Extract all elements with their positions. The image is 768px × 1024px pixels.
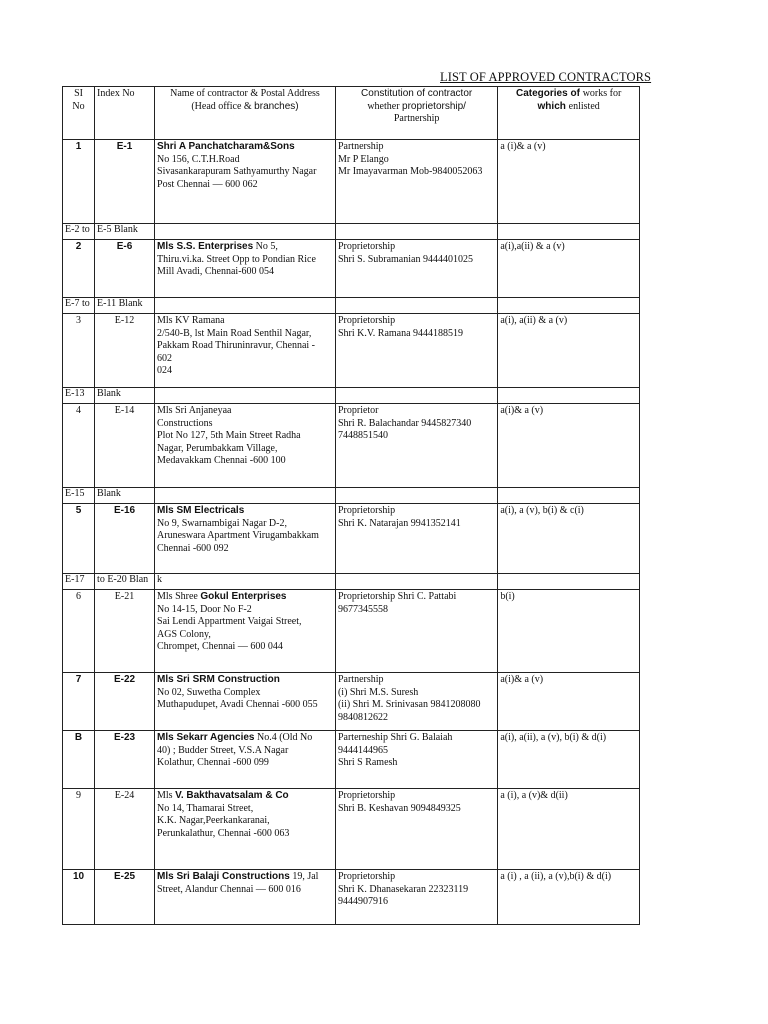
categories-text: a(i),a(ii) & a (v) <box>500 241 565 252</box>
index-no: E-21 <box>114 591 135 602</box>
address-line: Sai Lendi Appartment Vaigai Street, <box>157 616 302 627</box>
blank-row <box>63 388 640 404</box>
contractor-cell <box>155 314 336 388</box>
categories-cell <box>498 240 640 298</box>
contractor-name-line <box>157 674 333 687</box>
constitution-line: 9840812622 <box>337 711 388 723</box>
categories-cell <box>498 504 640 574</box>
address-line: AGS Colony, <box>157 628 211 640</box>
sl-no: 2 <box>75 241 82 252</box>
contractor-name: Mls Sekarr Agencies <box>157 732 255 743</box>
address-line: Chrompet, Chennai — 600 044 <box>157 641 283 652</box>
header-categories: Categories of works for which enlisted <box>498 87 640 140</box>
table-row <box>63 314 640 388</box>
constitution-cell <box>335 314 497 388</box>
sl-no-cell <box>63 504 95 574</box>
index-no: E-24 <box>114 790 135 801</box>
blank-cell <box>335 224 497 240</box>
categories-cell <box>498 590 640 673</box>
address-line: Nagar, Perumbakkam Village, <box>157 442 278 454</box>
categories-text: a (i), a (v)& d(ii) <box>500 790 568 801</box>
blank-cell <box>335 388 497 404</box>
constitution-cell <box>335 404 497 488</box>
constitution-cell <box>335 504 497 574</box>
address-line: K.K. Nagar,Peerkankaranai, <box>157 815 270 826</box>
categories-text: a(i), a(ii), a (v), b(i) & d(i) <box>500 732 607 743</box>
header-index-no: Index No <box>95 87 155 140</box>
constitution-line: 9444144965 <box>337 744 388 756</box>
constitution-line: Proprietorship <box>337 315 396 326</box>
page-title: LIST OF APPROVED CONTRACTORS <box>440 70 652 84</box>
constitution-cell <box>335 240 497 298</box>
contractor-cell <box>155 504 336 574</box>
constitution-line: Mr P Elango <box>337 153 389 165</box>
constitution-line: 9444907916 <box>337 896 388 907</box>
sl-no-cell <box>63 240 95 298</box>
blank-range-start: E-2 to <box>63 224 95 240</box>
index-no-cell <box>95 504 155 574</box>
contractor-name: Mls KV Ramana <box>157 315 225 326</box>
constitution-line: Shri R. Balachandar 9445827340 <box>337 417 472 429</box>
constitution-line: Shri S. Subramanian 9444401025 <box>337 253 473 265</box>
blank-row <box>63 224 640 240</box>
categories-cell <box>498 314 640 388</box>
sl-no: 6 <box>76 591 82 602</box>
blank-cell <box>155 388 336 404</box>
blank-cell: k <box>155 574 336 590</box>
constitution-cell <box>335 731 497 789</box>
address-line: Kolathur, Chennai -600 099 <box>157 757 269 768</box>
contractors-table <box>62 86 640 925</box>
index-no-cell <box>95 870 155 925</box>
address-line: Thiru.vi.ka. Street Opp to Pondian Rice <box>157 253 316 265</box>
contractor-cell <box>155 731 336 789</box>
blank-cell <box>155 224 336 240</box>
contractor-name-tail: No.4 (Old No <box>254 732 313 743</box>
blank-range-label: to E-20 Blan <box>95 574 155 590</box>
contractor-name-line <box>157 790 333 803</box>
sl-no-cell <box>63 404 95 488</box>
sl-no-cell <box>63 731 95 789</box>
contractor-name: Gokul Enterprises <box>200 591 287 602</box>
constitution-line: (ii) Shri M. Srinivasan 9841208080 <box>337 699 481 710</box>
index-no-cell <box>95 673 155 731</box>
header-name-address: Name of contractor & Postal Address (Head office & branches) <box>155 87 336 140</box>
table-header-row <box>63 87 640 140</box>
blank-range-start: E-17 <box>63 574 95 590</box>
sl-no-cell <box>63 789 95 870</box>
contractor-name: Mls Sri SRM Construction <box>157 674 280 685</box>
blank-cell <box>335 488 497 504</box>
address-line: Aruneswara Apartment Virugambakkam <box>157 530 319 541</box>
blank-row <box>63 574 640 590</box>
contractor-name-line <box>157 505 333 518</box>
index-no: E-6 <box>116 241 133 252</box>
categories-text: a(i)& a (v) <box>500 674 544 685</box>
address-line: 602 <box>157 352 173 364</box>
index-no: E-25 <box>113 871 136 882</box>
contractor-name-line <box>157 241 333 254</box>
contractor-cell <box>155 240 336 298</box>
header-sl-no: SI No <box>63 87 95 140</box>
index-no: E-14 <box>114 405 135 416</box>
table-row <box>63 404 640 488</box>
index-no-cell <box>95 731 155 789</box>
constitution-cell <box>335 590 497 673</box>
address-line: Pakkam Road Thiruninravur, Chennai - <box>157 340 316 351</box>
address-line: Medavakkam Chennai -600 100 <box>157 455 286 466</box>
table-row <box>63 140 640 224</box>
table-row <box>63 240 640 298</box>
constitution-line: Parterneship Shri G. Balaiah <box>337 732 453 743</box>
index-no: E-1 <box>116 141 133 152</box>
contractor-name: Mls Sri Balaji Constructions <box>157 871 290 882</box>
blank-range-label: E-5 Blank <box>95 224 155 240</box>
blank-cell <box>498 488 640 504</box>
index-no: E-12 <box>114 315 135 326</box>
blank-cell <box>155 298 336 314</box>
contractor-name-tail: No 5, <box>253 241 278 252</box>
blank-row <box>63 488 640 504</box>
blank-row <box>63 298 640 314</box>
contractor-name: Shri A Panchatcharam&Sons <box>157 141 295 152</box>
blank-range-label: Blank <box>95 488 155 504</box>
sl-no: 3 <box>76 315 82 326</box>
table-row <box>63 590 640 673</box>
sl-no-cell <box>63 140 95 224</box>
table-row <box>63 870 640 925</box>
constitution-line: Proprietor <box>337 405 379 416</box>
sl-no-cell <box>63 314 95 388</box>
categories-cell <box>498 870 640 925</box>
categories-text: a (i)& a (v) <box>500 141 546 152</box>
address-line: No 14-15, Door No F-2 <box>157 603 252 615</box>
sl-no: 4 <box>76 405 82 416</box>
categories-text: a(i), a(ii) & a (v) <box>500 315 568 326</box>
constitution-line: Proprietorship <box>337 871 396 882</box>
categories-text: a(i)& a (v) <box>500 405 544 416</box>
contractor-cell <box>155 673 336 731</box>
sl-no: 5 <box>75 505 82 516</box>
categories-cell <box>498 673 640 731</box>
address-line: Mill Avadi, Chennai-600 054 <box>157 266 275 277</box>
sl-no: 9 <box>76 790 82 801</box>
index-no-cell <box>95 404 155 488</box>
sl-no-cell <box>63 870 95 925</box>
constitution-line: Shri B. Keshavan 9094849325 <box>337 802 461 814</box>
contractor-name-line <box>157 141 333 154</box>
contractor-name-line <box>157 871 333 884</box>
address-line: No 156, C.T.H.Road <box>157 153 240 165</box>
blank-cell <box>335 298 497 314</box>
address-line: Chennai -600 092 <box>157 542 229 554</box>
address-line: 2/540-B, lst Main Road Senthil Nagar, <box>157 327 312 339</box>
categories-cell <box>498 140 640 224</box>
address-line: 024 <box>157 365 173 376</box>
contractor-name: Mls SM Electricals <box>157 505 245 516</box>
constitution-line: 7448851540 <box>337 430 388 441</box>
constitution-line: Shri S Ramesh <box>337 757 398 768</box>
contractor-name-line <box>157 732 333 745</box>
contractor-cell <box>155 404 336 488</box>
contractor-name-line <box>157 405 333 418</box>
contractor-name-line <box>157 315 333 328</box>
constitution-line: Proprietorship Shri C. Pattabi <box>337 591 457 602</box>
blank-cell <box>498 574 640 590</box>
sl-no-cell <box>63 673 95 731</box>
constitution-line: Shri K.V. Ramana 9444188519 <box>337 327 464 339</box>
categories-cell <box>498 731 640 789</box>
blank-range-start: E-13 <box>63 388 95 404</box>
address-line: Post Chennai — 600 062 <box>157 178 258 190</box>
table-row <box>63 673 640 731</box>
contractor-cell <box>155 140 336 224</box>
contractor-cell <box>155 590 336 673</box>
constitution-cell <box>335 789 497 870</box>
constitution-line: Shri K. Natarajan 9941352141 <box>337 517 461 529</box>
constitution-cell <box>335 673 497 731</box>
blank-cell <box>498 388 640 404</box>
categories-text: a(i), a (v), b(i) & c(i) <box>500 505 584 516</box>
constitution-line: Shri K. Dhanasekaran 22323119 <box>337 883 469 895</box>
constitution-line: Proprietorship <box>337 241 396 252</box>
address-line: Street, Alandur Chennai — 600 016 <box>157 883 301 895</box>
contractor-name-prefix: Mls <box>157 790 176 801</box>
categories-cell <box>498 789 640 870</box>
contractor-cell <box>155 789 336 870</box>
blank-range-label: E-11 Blank <box>95 298 155 314</box>
index-no-cell <box>95 314 155 388</box>
table-row <box>63 504 640 574</box>
contractor-name: V. Bakthavatsalam & Co <box>175 790 289 801</box>
blank-range-label: Blank <box>95 388 155 404</box>
sl-no-cell <box>63 590 95 673</box>
blank-range-start: E-15 <box>63 488 95 504</box>
address-line: Plot No 127, 5th Main Street Radha <box>157 430 301 441</box>
address-line: Perunkalathur, Chennai -600 063 <box>157 827 290 839</box>
address-line: No 9, Swarnambigai Nagar D-2, <box>157 517 287 529</box>
blank-cell <box>498 224 640 240</box>
address-line: Sivasankarapuram Sathyamurthy Nagar <box>157 166 317 177</box>
constitution-cell <box>335 140 497 224</box>
index-no-cell <box>95 789 155 870</box>
blank-cell <box>335 574 497 590</box>
contractor-name-prefix: Mls Shree <box>157 591 201 602</box>
index-no-cell <box>95 140 155 224</box>
table-row <box>63 789 640 870</box>
sl-no: 7 <box>75 674 82 685</box>
header-constitution: Constitution of contractor whether proprietorship/ Partnership <box>335 87 497 140</box>
contractor-cell <box>155 870 336 925</box>
address-line: Constructions <box>157 417 213 429</box>
blank-cell <box>155 488 336 504</box>
blank-cell <box>498 298 640 314</box>
constitution-line: 9677345558 <box>337 603 388 615</box>
constitution-line: Partnership <box>337 141 384 152</box>
constitution-line: Proprietorship <box>337 790 396 801</box>
index-no-cell <box>95 590 155 673</box>
constitution-cell <box>335 870 497 925</box>
sl-no: 10 <box>72 871 85 882</box>
sl-no: 1 <box>75 141 82 152</box>
index-no: E-23 <box>113 732 136 743</box>
categories-text: b(i) <box>500 591 515 602</box>
constitution-line: (i) Shri M.S. Suresh <box>337 686 419 698</box>
sl-no: B <box>74 732 83 743</box>
contractor-name: Mls S.S. Enterprises <box>157 241 254 252</box>
categories-text: a (i) , a (ii), a (v),b(i) & d(i) <box>500 871 612 882</box>
constitution-line: Mr Imayavarman Mob-9840052063 <box>337 166 483 177</box>
index-no-cell <box>95 240 155 298</box>
address-line: No 02, Suwetha Complex <box>157 686 261 698</box>
index-no: E-16 <box>113 505 136 516</box>
address-line: 40) ; Budder Street, V.S.A Nagar <box>157 744 289 756</box>
table-row <box>63 731 640 789</box>
address-line: Muthapudupet, Avadi Chennai -600 055 <box>157 699 318 710</box>
constitution-line: Proprietorship <box>337 505 396 516</box>
contractor-name-tail: 19, Jal <box>289 871 319 882</box>
address-line: No 14, Thamarai Street, <box>157 802 254 814</box>
constitution-line: Partnership <box>337 674 384 685</box>
index-no: E-22 <box>113 674 136 685</box>
categories-cell <box>498 404 640 488</box>
contractor-name: Mls Sri Anjaneyaa <box>157 405 232 416</box>
contractor-name-line <box>157 591 333 604</box>
blank-range-start: E-7 to <box>63 298 95 314</box>
